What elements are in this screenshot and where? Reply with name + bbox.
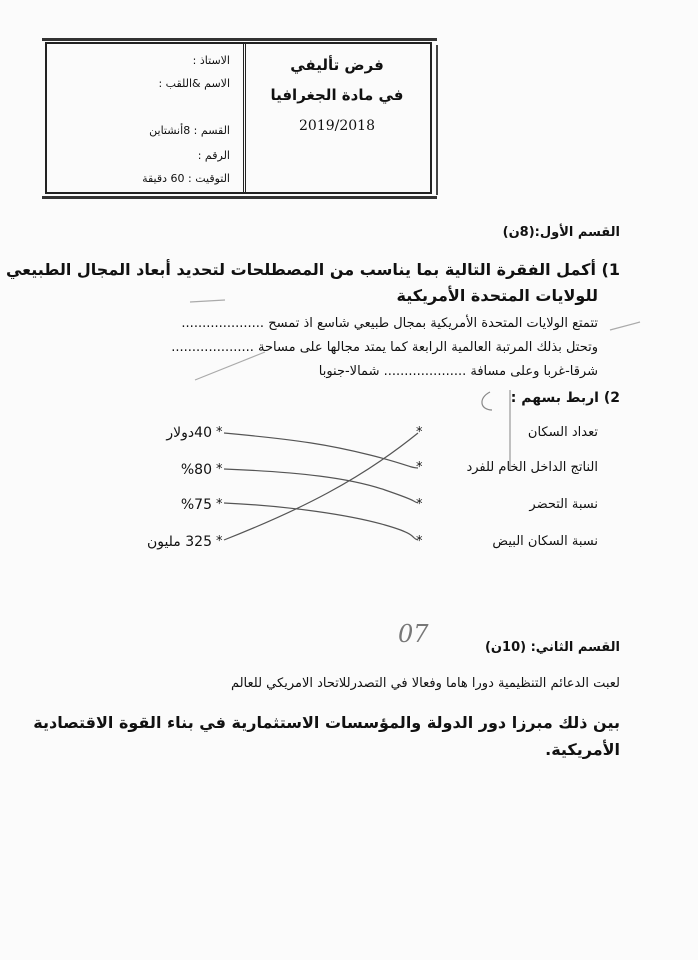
part2-heading: القسم الثاني: (10ن) [484, 640, 620, 655]
match-line [224, 469, 418, 503]
paragraph-line1: تتمتع الولايات المتحدة الأمريكية بمجال طبيعي شاسع اذ تمسح .................... [181, 316, 598, 331]
match-line [224, 503, 418, 540]
part1-heading: القسم الأول:(8ن) [502, 225, 620, 240]
match-star: * [216, 462, 223, 477]
match-line [224, 433, 418, 540]
match-left-item: تعداد السكان [527, 425, 598, 440]
exam-title: فرض تأليفي [290, 56, 384, 74]
part2-task-line2: الأمريكية. [545, 740, 620, 759]
pencil-mark [482, 392, 492, 410]
subject-title: في مادة الجغرافيا [270, 86, 404, 104]
part2-task-line1: بين ذلك مبرزا دور الدولة والمؤسسات الاستثمارية في بناء القوة الاقتصادية [33, 713, 620, 732]
pencil-mark [190, 300, 225, 302]
q2-heading: 2) اربط بسهم : [510, 390, 620, 406]
paragraph-line2: وتحتل بذلك المرتبة العالمية الرابعة كما يمتد مجالها على مساحة .................... [171, 340, 598, 355]
match-star: * [416, 460, 423, 475]
q1-line1: 1) أكمل الفقرة التالية بما يناسب من المصطلحات لتحديد أبعاد المجال الطبيعي [5, 260, 620, 279]
match-left-item: نسبة التحضر [529, 497, 598, 512]
paragraph-line3: شرقا-غربا وعلى مسافة .................... شمالا-جنوبا [318, 364, 598, 379]
number-label: الرقم : [197, 149, 230, 162]
match-star: * [216, 534, 223, 549]
match-star: * [216, 497, 223, 512]
match-left-item: الناتج الداخل الخام للفرد [466, 460, 598, 475]
q1-line2: للولايات المتحدة الأمريكية [396, 286, 598, 305]
pencil-mark [195, 352, 265, 380]
grade-mark: 07 [398, 620, 429, 648]
class-label: القسم : 8أنشتاين [149, 124, 230, 137]
pencil-mark [610, 322, 640, 330]
match-right-item: 325 مليون [146, 534, 212, 550]
school-year: 2019/2018 [299, 118, 375, 134]
teacher-label: الاستاذ : [192, 54, 230, 67]
match-left-item: نسبة السكان البيض [492, 534, 598, 549]
match-right-item: %75 [180, 497, 212, 513]
match-star: * [216, 425, 223, 440]
match-star: * [416, 425, 423, 440]
name-label: الاسم &اللقب : [158, 77, 230, 90]
match-right-item: 40دولار [166, 425, 212, 441]
match-right-item: %80 [180, 462, 212, 478]
part2-intro: لعبت الدعائم التنظيمية دورا هاما وفعالا في التصدرللاتحاد الامريكي للعالم [230, 676, 620, 691]
match-star: * [416, 497, 423, 512]
match-line [224, 433, 418, 468]
timing-label: التوقيت : 60 دقيقة [142, 172, 230, 185]
match-star: * [416, 534, 423, 549]
